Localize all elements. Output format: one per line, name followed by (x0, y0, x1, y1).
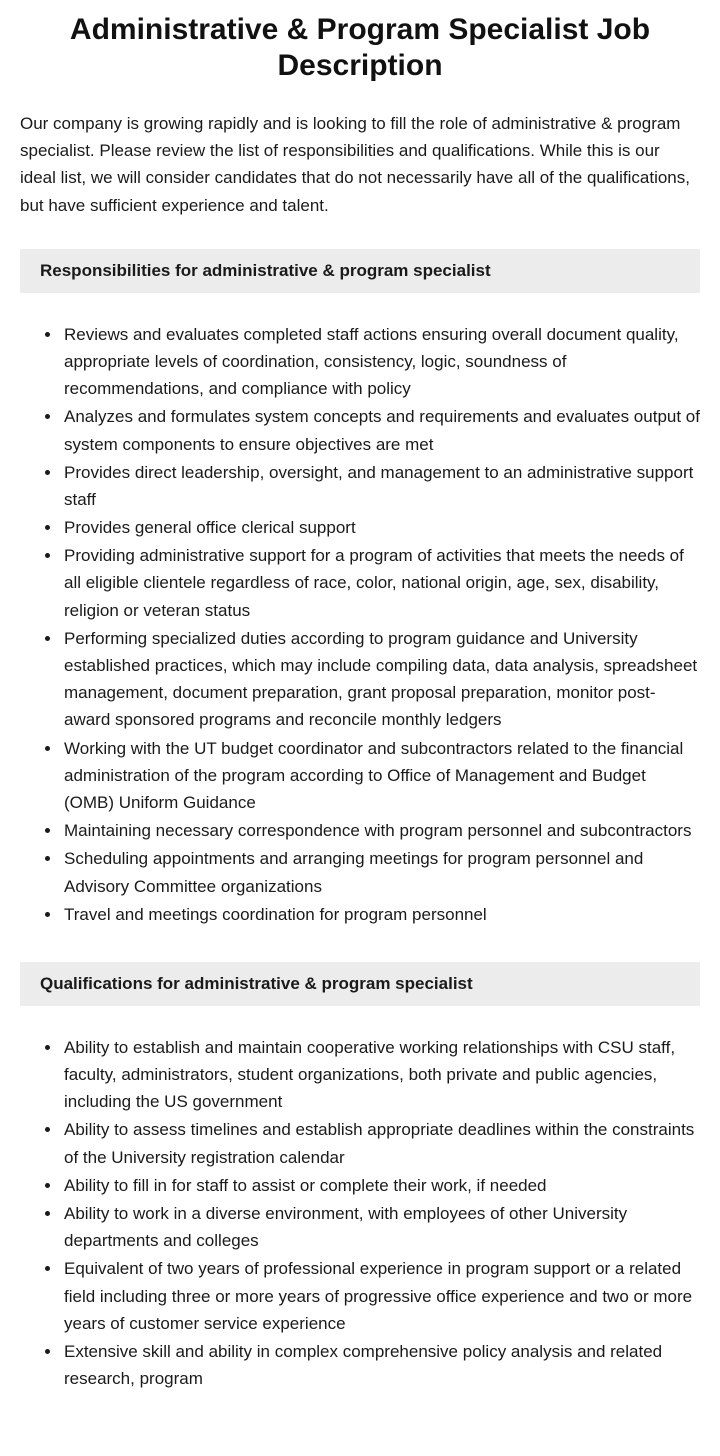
qualifications-section-heading: Qualifications for administrative & program specialist (20, 962, 700, 1006)
page-title: Administrative & Program Specialist Job Description (69, 13, 651, 82)
list-item: • Maintaining necessary correspondence with program personnel and subcontractors (62, 817, 700, 844)
list-item: • Providing administrative support for a program of activities that meets the needs of all eligible clientele regardless of race, color, national origin, age, sex, disability, religion or veteran status (62, 542, 700, 624)
list-item: • Ability to fill in for staff to assist or complete their work, if needed (62, 1172, 700, 1199)
responsibilities-section-heading: Responsibilities for administrative & program specialist (20, 249, 700, 293)
list-item: • Extensive skill and ability in complex comprehensive policy analysis and related research, program (62, 1338, 700, 1392)
list-item: • Reviews and evaluates completed staff actions ensuring overall document quality, appropriate levels of coordination, consistency, logic, soundness of recommendations, and compliance with policy (62, 321, 700, 403)
list-item: • Equivalent of two years of professional experience in program support or a related field including three or more years of progressive office experience and two or more years of customer service experience (62, 1255, 700, 1337)
intro-paragraph: Our company is growing rapidly and is looking to fill the role of administrative & program specialist. Please review the list of responsibilities and qualifications. While this is our ideal list, we will consider candidates that do not necessarily have all of the qualifications, but have sufficient experience and talent. (20, 114, 690, 215)
list-item: • Travel and meetings coordination for program personnel (62, 901, 700, 928)
qualifications-list (20, 1020, 700, 1392)
list-item: • Working with the UT budget coordinator and subcontractors related to the financial administration of the program according to Office of Management and Budget (OMB) Uniform Guidance (62, 735, 700, 817)
list-item: • Analyzes and formulates system concepts and requirements and evaluates output of system components to ensure objectives are met (62, 403, 700, 457)
list-item: • Provides general office clerical support (62, 514, 700, 541)
list-item: • Performing specialized duties according to program guidance and University established practices, which may include compiling data, data analysis, spreadsheet management, document preparation, grant proposal preparation, monitor post-award sponsored programs and reconcile monthly ledgers (62, 625, 700, 734)
list-item: • Ability to establish and maintain cooperative working relationships with CSU staff, faculty, administrators, student organizations, both private and public agencies, including the US government (62, 1034, 700, 1116)
list-item: • Ability to assess timelines and establish appropriate deadlines within the constraints of the University registration calendar (62, 1116, 700, 1170)
list-item: • Scheduling appointments and arranging meetings for program personnel and Advisory Committee organizations (62, 845, 700, 899)
list-item: • Ability to work in a diverse environment, with employees of other University departments and colleges (62, 1200, 700, 1254)
responsibilities-list (20, 307, 700, 928)
list-item: • Provides direct leadership, oversight, and management to an administrative support staff (62, 459, 700, 513)
